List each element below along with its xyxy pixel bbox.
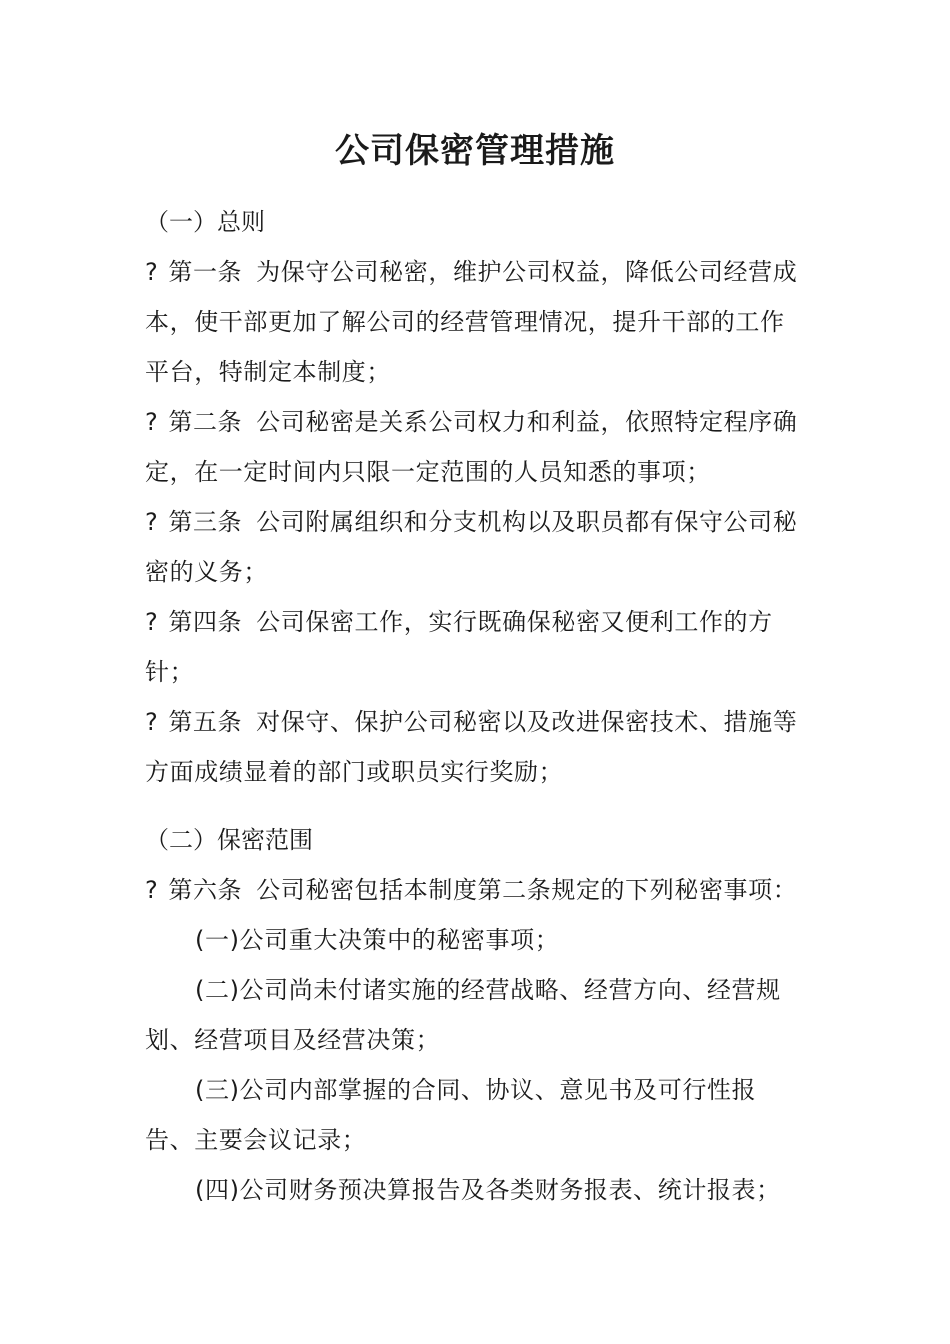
article-4	[145, 597, 805, 697]
list-item: (一)公司重大决策中的秘密事项；	[195, 926, 560, 954]
section-heading-general: （一）总则	[145, 208, 265, 236]
article-bullet: ?	[145, 258, 159, 286]
article-label: 第二条	[168, 408, 243, 436]
document-title: 公司保密管理措施	[335, 131, 615, 171]
article-text: 为保守公司秘密，维护公司权益，降低公司经营成本，使干部更加了解公司的经营管理情况，提升干部的工作平台，特制定本制度；	[145, 258, 798, 386]
article-bullet: ?	[145, 508, 159, 536]
article-1	[145, 247, 805, 397]
article-label: 第四条	[168, 608, 243, 636]
article-5	[145, 697, 805, 797]
article-text: 对保守、保护公司秘密以及改进保密技术、措施等方面成绩显着的部门或职员实行奖励；	[145, 708, 798, 786]
article-6	[145, 865, 805, 915]
article-bullet: ?	[145, 608, 159, 636]
article-text: 公司保密工作，实行既确保秘密又便利工作的方针；	[145, 608, 773, 686]
list-item: (二)公司尚未付诸实施的经营战略、经营方向、经营规划、经营项目及经营决策；	[145, 976, 781, 1054]
section-heading-scope: （二）保密范围	[145, 826, 313, 854]
article-text: 公司秘密是关系公司权力和利益，依照特定程序确定，在一定时间内只限一定范围的人员知悉的事项；	[145, 408, 798, 486]
article-2	[145, 397, 805, 497]
article-label: 第六条	[168, 876, 243, 904]
article-label: 第三条	[168, 508, 243, 536]
article-bullet: ?	[145, 408, 159, 436]
article-bullet: ?	[145, 708, 159, 736]
article-text: 公司附属组织和分支机构以及职员都有保守公司秘密的义务；	[145, 508, 798, 586]
article-3	[145, 497, 805, 597]
article-text: 公司秘密包括本制度第二条规定的下列秘密事项：	[256, 876, 798, 904]
article-label: 第五条	[168, 708, 243, 736]
list-item: (四)公司财务预决算报告及各类财务报表、统计报表；	[195, 1176, 781, 1204]
article-label: 第一条	[168, 258, 243, 286]
list-item: (三)公司内部掌握的合同、协议、意见书及可行性报告、主要会议记录；	[145, 1076, 757, 1154]
article-bullet: ?	[145, 876, 159, 904]
